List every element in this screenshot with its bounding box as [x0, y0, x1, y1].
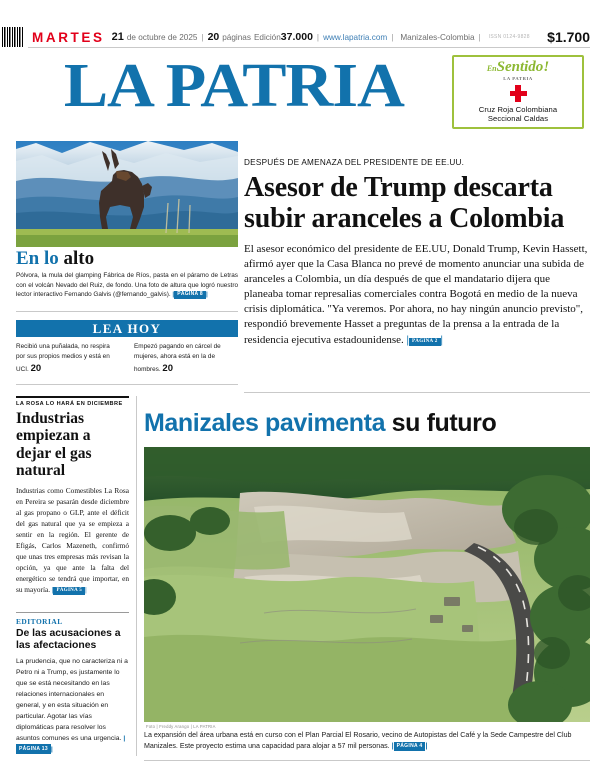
- qr-code-icon: [2, 27, 24, 47]
- date-rest: de octubre de 2025: [126, 32, 198, 42]
- date-day: 21: [111, 31, 124, 43]
- left-photo: [16, 141, 238, 247]
- en-sentido-main: Sentido: [496, 59, 544, 75]
- masthead-info-bar: [0, 26, 600, 48]
- industrias-page-wrap[interactable]: PÁGINA 5 |: [52, 585, 87, 594]
- weekday-label: MARTES: [32, 29, 105, 45]
- editorial-page-wrap[interactable]: |PÁGINA 13 |: [16, 735, 125, 753]
- divider-top: [28, 47, 590, 48]
- manizales-caption-text: La expansión del área urbana está en curso con el Plan Parcial El Rosario, vecino de Autopistas del Café y la Sede Campestre del Club Manizales. Este proyecto estima una capacidad para alojar a 57 mil personas.: [144, 731, 572, 750]
- website-link[interactable]: www.lapatria.com: [323, 32, 388, 42]
- en-sentido-bang: !: [543, 59, 550, 75]
- brief-item[interactable]: [16, 342, 120, 377]
- industrias-page-ref: PÁGINA 5: [53, 587, 85, 596]
- separator-4: |: [478, 32, 481, 42]
- en-lo-alto-title: [16, 249, 238, 268]
- masthead-logo[interactable]: [34, 52, 434, 120]
- editorial-page-ref: PÁGINA 13: [16, 744, 51, 753]
- page-count-label: páginas: [222, 32, 251, 42]
- manizales-caption: [144, 730, 590, 752]
- en-lo-alto-title-blue: En lo: [16, 248, 59, 269]
- en-sentido-brand: LA PATRIA: [503, 76, 533, 81]
- manizales-headline-blue: Manizales pavimenta: [144, 409, 386, 437]
- brief-item[interactable]: [134, 342, 238, 377]
- edition-number: 37.000: [280, 31, 313, 43]
- editorial-body: [16, 656, 129, 755]
- main-story-page-ref: PÁGINA 2: [409, 338, 441, 346]
- separator-3: |: [391, 32, 394, 42]
- page-count: 20: [207, 31, 220, 43]
- brief-text: Recibió una puñalada, no respira por sus propios medios y está en UCI.: [16, 343, 110, 373]
- divider-briefs: [16, 384, 238, 385]
- brief-page: 20: [162, 362, 173, 374]
- main-story-lead: [244, 242, 590, 348]
- cruz-roja-ad[interactable]: [452, 55, 584, 129]
- en-sentido-logo: [487, 60, 549, 75]
- main-story-kicker: DESPUÉS DE AMENAZA DEL PRESIDENTE DE EE.UU.: [244, 158, 465, 167]
- editorial-article[interactable]: [16, 612, 129, 755]
- price-label: $1.700: [547, 29, 590, 45]
- manizales-headline-block[interactable]: [144, 410, 590, 436]
- manizales-page-ref: PÁGINA 4: [394, 742, 426, 751]
- cruz-roja-line1: Cruz Roja Colombiana: [478, 105, 558, 114]
- en-lo-alto-page-ref: PÁGINA 8: [174, 291, 206, 300]
- brief-page: 20: [30, 362, 42, 374]
- editorial-text: La prudencia, que no caracteriza ni a Petro ni a Trump, es justamente lo que se está necesitando en las relaciones internacionales en general, y en esta situación en particular. Agotar las vías diplomáticas para resolver los asuntos comunes es una urgencia.: [16, 657, 128, 742]
- manizales-photo-credit: Foto | Freddy Arango | LA PATRIA: [146, 724, 216, 729]
- edition-label: Edición: [253, 32, 281, 42]
- divider-vertical-left: [136, 396, 137, 756]
- lea-hoy-briefs: [16, 342, 238, 377]
- red-cross-icon: [510, 85, 527, 102]
- main-story-headline: Asesor de Trump descarta subir aranceles a Colombia: [244, 172, 565, 234]
- lea-hoy-title: LEA HOY: [92, 320, 162, 336]
- en-lo-alto-text: Pólvora, la mula del glamping Fábrica de Ríos, pasta en el páramo de Letras con el volcán Nevado del Ruiz, de fondo. Una foto de altura que logró nuestro lector interactivo Fernando Galvis (@fernando_galvis).: [16, 272, 238, 299]
- masthead-title: LA PATRIA: [64, 52, 404, 120]
- industrias-kicker: LA ROSA LO HARÁ EN DICIEMBRE: [16, 396, 129, 407]
- cruz-roja-line2: Seccional Caldas: [487, 114, 549, 124]
- en-lo-alto-title-black: alto: [63, 248, 95, 269]
- lea-hoy-banner: [16, 320, 238, 337]
- editorial-kicker: EDITORIAL: [16, 617, 63, 626]
- industrias-text: Industrias como Comestibles La Rosa en Pereira se pasarán desde diciembre al gas propano o GLP, ante el déficit del gas natural que ya se empieza a sentir en la región. El gerente de Efigás, Carlos Mazeneth, confirmó que unas tres empresas más revisan la opción, ya que ante la falta del energético se tendrá que importar, en su mayoría.: [16, 485, 129, 595]
- brief-text: Empezó pagando en cárcel de mujeres, ahora está en la de hombres.: [134, 343, 221, 373]
- main-story-page-wrap[interactable]: | PÁGINA 2 |: [406, 333, 443, 346]
- separator-2: |: [316, 32, 320, 42]
- divider-bottom: [144, 760, 590, 761]
- en-sentido-pre: En: [486, 64, 497, 73]
- divider-main-story: [244, 392, 590, 393]
- manizales-page-wrap[interactable]: | PÁGINA 4 |: [391, 741, 428, 750]
- en-lo-alto-body: [16, 271, 238, 300]
- main-story-text: El asesor económico del presidente de EE.UU, Donald Trump, Kevin Hassett, afirmó ayer que la Casa Blanca no prevé de momento anunciar una subida de aranceles a Colombia, un día después de que el mandatario dijera que planeaba tomar represalias comerciales contra Bogotá en medio de la nueva crisis diplomática. "Ya veremos. Por ahora, no hay ningún anuncio previsto", respondió brevemente Hasset a preguntas de la prensa a la entrada de la residencia ejecutiva estadounidense.: [244, 242, 588, 346]
- manizales-headline: [144, 410, 590, 436]
- divider-en-lo-alto: [16, 311, 238, 312]
- manizales-headline-black: su futuro: [391, 409, 497, 437]
- manizales-aerial-photo: [144, 447, 590, 722]
- en-lo-alto-block: [16, 249, 238, 300]
- industrias-body: [16, 485, 129, 596]
- main-story[interactable]: [244, 158, 590, 348]
- issn-label: ISSN 0124-9828: [488, 34, 530, 40]
- editorial-headline: De las acusaciones a las afectaciones: [16, 628, 121, 652]
- industrias-headline: Industrias empiezan a dejar el gas natural: [16, 409, 92, 479]
- industrias-article[interactable]: [16, 396, 129, 595]
- separator-1: |: [201, 32, 204, 42]
- city-label: Manizales-Colombia: [400, 32, 475, 42]
- aerial-landscape-illustration: [144, 447, 590, 722]
- mule-paramo-photo-illustration: [16, 141, 238, 247]
- en-lo-alto-page-wrap[interactable]: PÁGINA 8 |: [172, 291, 207, 298]
